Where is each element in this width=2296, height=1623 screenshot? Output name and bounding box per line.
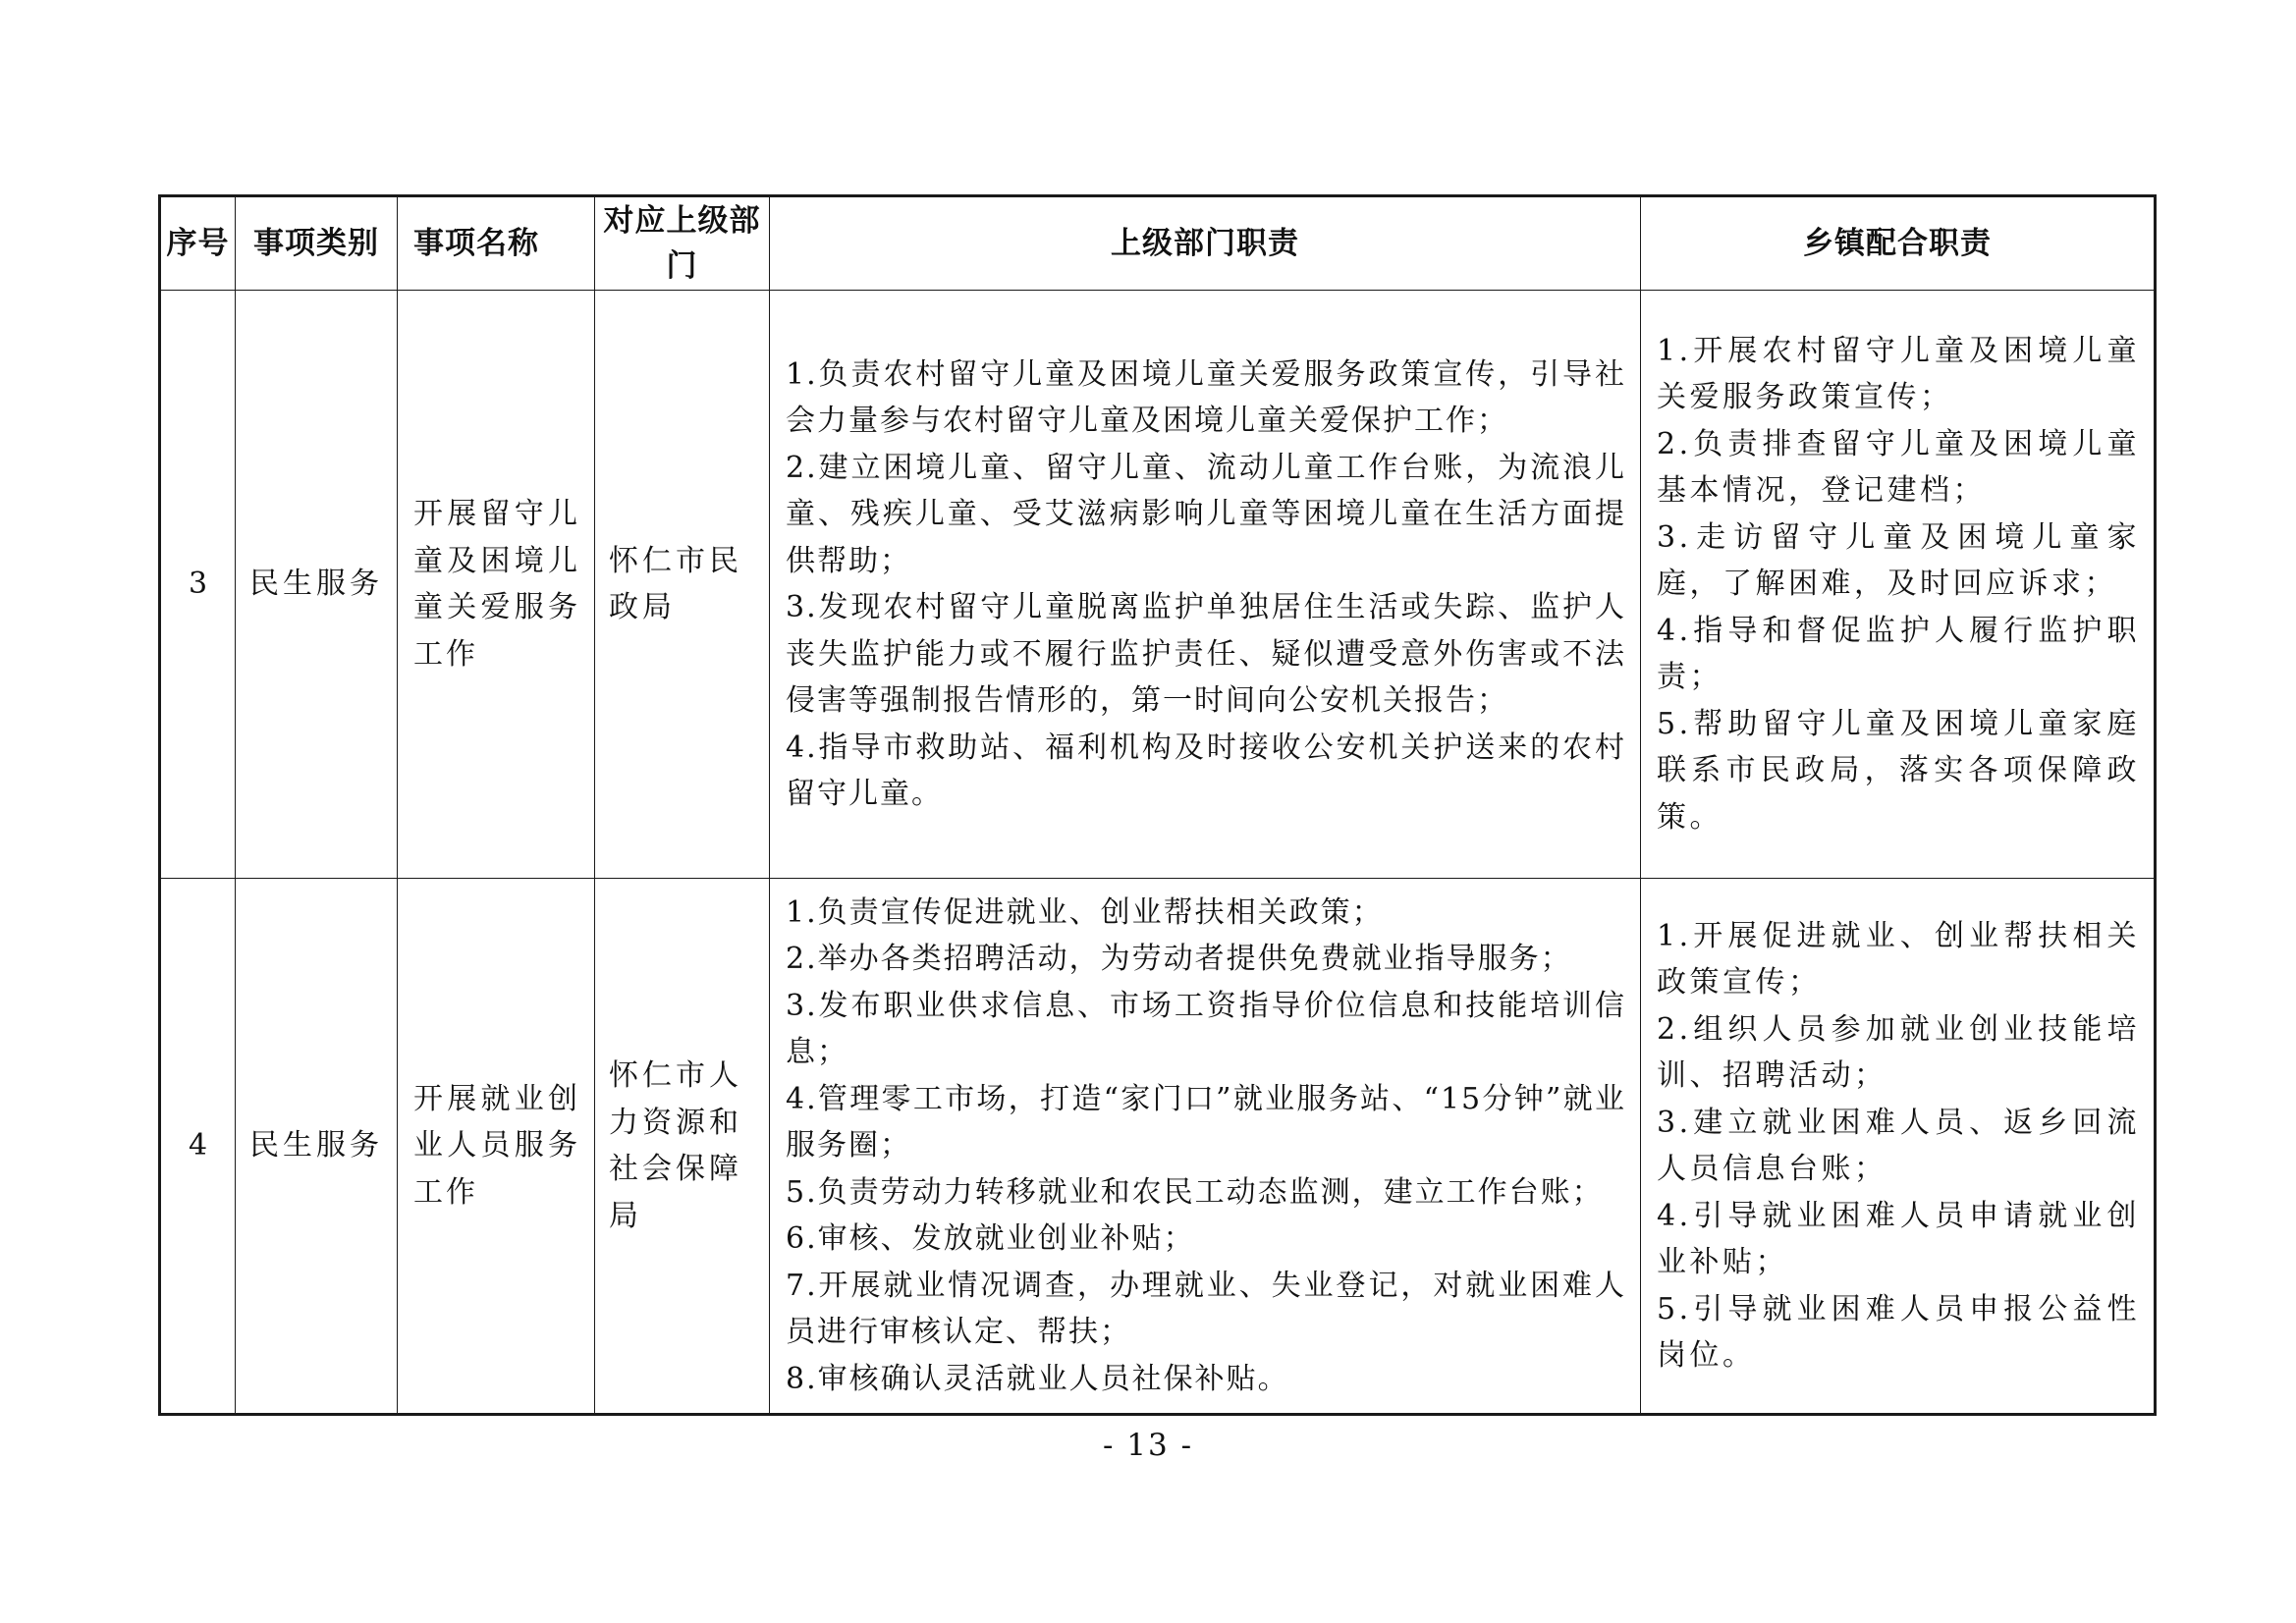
upper-duty-item: 8.审核确认灵活就业人员社保补贴。 xyxy=(786,1361,1289,1396)
row-category: 民生服务 xyxy=(236,879,398,1415)
duties-table xyxy=(158,194,2157,1416)
town-duty-item: 4.引导就业困难人员申请就业创业补贴； xyxy=(1657,1198,2140,1279)
row-category: 民生服务 xyxy=(236,291,398,879)
row-upper-duties xyxy=(770,291,1641,879)
header-item: 事项名称 xyxy=(398,196,595,291)
upper-duty-item: 2.举办各类招聘活动，为劳动者提供免费就业指导服务； xyxy=(786,942,1572,977)
upper-duty-item: 4.指导市救助站、福利机构及时接收公安机关护送来的农村留守儿童。 xyxy=(786,730,1626,811)
upper-duty-item: 3.发现农村留守儿童脱离监护单独居住生活或失踪、监护人丧失监护能力或不履行监护责任、疑似遭受意外伤害或不法侵害等强制报告情形的，第一时间向公安机关报告； xyxy=(786,590,1626,718)
row-index: 3 xyxy=(160,291,236,879)
town-duty-item: 1.开展农村留守儿童及困境儿童关爱服务政策宣传； xyxy=(1657,333,2140,415)
row-town-duties xyxy=(1641,291,2156,879)
row-item-name: 开展就业创业人员服务工作 xyxy=(398,879,595,1415)
header-town-duties: 乡镇配合职责 xyxy=(1641,196,2156,291)
header-dept: 对应上级部门 xyxy=(595,196,770,291)
upper-duty-item: 6.审核、发放就业创业补贴； xyxy=(786,1221,1195,1257)
upper-duty-item: 7.开展就业情况调查，办理就业、失业登记，对就业困难人员进行审核认定、帮扶； xyxy=(786,1268,1626,1350)
page-number: - 13 - xyxy=(1102,1428,1194,1463)
header-row xyxy=(160,196,2156,291)
town-duty-item: 5.帮助留守儿童及困境儿童家庭联系市民政局，落实各项保障政策。 xyxy=(1657,706,2140,835)
upper-duty-item: 4.管理零工市场，打造“家门口”就业服务站、“15分钟”就业服务圈； xyxy=(786,1081,1626,1163)
town-duty-item: 5.引导就业困难人员申报公益性岗位。 xyxy=(1657,1291,2140,1373)
town-duty-item: 2.组织人员参加就业创业技能培训、招聘活动； xyxy=(1657,1011,2140,1093)
upper-duty-item: 1.负责农村留守儿童及困境儿童关爱服务政策宣传，引导社会力量参与农村留守儿童及困境儿童关爱保护工作； xyxy=(786,356,1626,438)
table-header xyxy=(160,196,2156,291)
upper-duty-item: 1.负责宣传促进就业、创业帮扶相关政策； xyxy=(786,894,1384,930)
table-row xyxy=(160,879,2156,1415)
town-duty-item: 4.指导和督促监护人履行监护职责； xyxy=(1657,613,2140,695)
row-upper-duties xyxy=(770,879,1641,1415)
town-duty-item: 3.走访留守儿童及困境儿童家庭，了解困难，及时回应诉求； xyxy=(1657,519,2140,602)
header-upper-duties: 上级部门职责 xyxy=(770,196,1641,291)
header-index: 序号 xyxy=(160,196,236,291)
row-town-duties xyxy=(1641,879,2156,1415)
row-dept: 怀仁市民政局 xyxy=(595,291,770,879)
upper-duty-item: 5.负责劳动力转移就业和农民工动态监测，建立工作台账； xyxy=(786,1174,1604,1210)
table-row xyxy=(160,291,2156,879)
row-index: 4 xyxy=(160,879,236,1415)
header-category: 事项类别 xyxy=(236,196,398,291)
upper-duty-item: 3.发布职业供求信息、市场工资指导价位信息和技能培训信息； xyxy=(786,988,1626,1070)
town-duty-item: 3.建立就业困难人员、返乡回流人员信息台账； xyxy=(1657,1105,2140,1186)
upper-duty-item: 2.建立困境儿童、留守儿童、流动儿童工作台账，为流浪儿童、残疾儿童、受艾滋病影响儿童等困境儿童在生活方面提供帮助； xyxy=(786,450,1626,578)
town-duty-item: 1.开展促进就业、创业帮扶相关政策宣传； xyxy=(1657,918,2140,1000)
town-duty-item: 2.负责排查留守儿童及困境儿童基本情况，登记建档； xyxy=(1657,426,2140,509)
row-item-name: 开展留守儿童及困境儿童关爱服务工作 xyxy=(398,291,595,879)
row-dept: 怀仁市人力资源和社会保障局 xyxy=(595,879,770,1415)
table-body xyxy=(160,291,2156,1415)
